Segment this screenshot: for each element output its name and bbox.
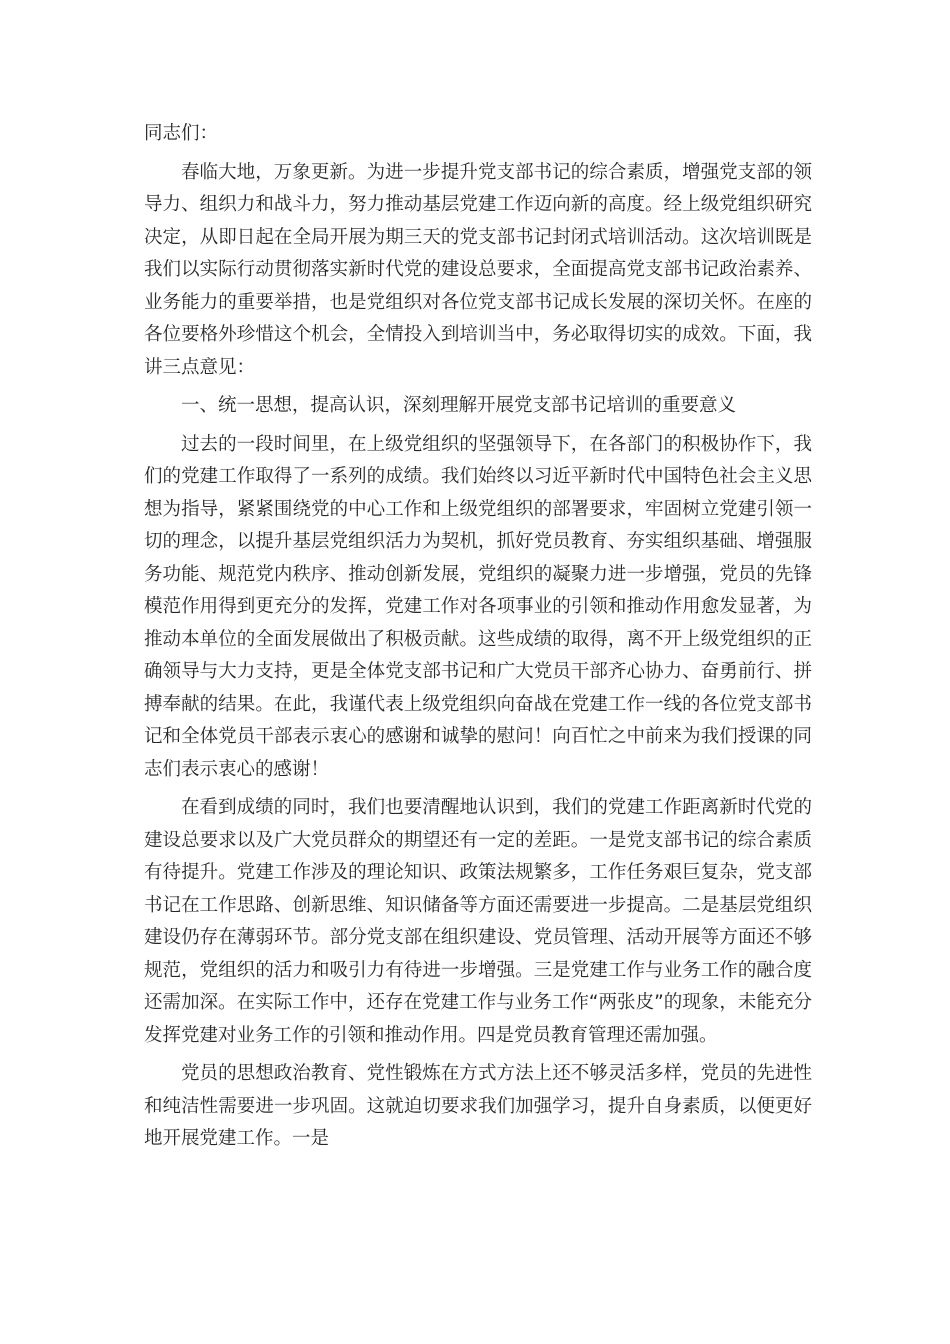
paragraph-shortcomings: 在看到成绩的同时，我们也要清醒地认识到，我们的党建工作距离新时代党的建设总要求以及广大党员群众的期望还有一定的差距。一是党支部书记的综合素质有待提升。党建工作涉及的理论知识、政策法规繁多，工作任务艰巨复杂，党支部书记在工作思路、创新思维、知识储备等方面还需要进一步提高。二是基层党组织建设仍存在薄弱环节。部分党支部在组织建设、党员管理、活动开展等方面还不够规范，党组织的活力和吸引力有待进一步增强。三是党建工作与业务工作的融合度还需加深。在实际工作中，还存在党建工作与业务工作“两张皮”的现象，未能充分发挥党建对业务工作的引领和推动作用。四是党员教育管理还需加强。 xyxy=(144,797,812,1046)
document-page xyxy=(144,118,812,1162)
paragraph-achievements: 过去的一段时间里，在上级党组织的坚强领导下，在各部门的积极协作下，我们的党建工作取得了一系列的成绩。我们始终以习近平新时代中国特色社会主义思想为指导，紧紧围绕党的中心工作和上级党组织的部署要求，牢固树立党建引领一切的理念，以提升基层党组织活力为契机，抓好党员教育、夯实组织基础、增强服务功能、规范党内秩序、推动创新发展，党组织的凝聚力进一步增强，党员的先锋模范作用得到更充分的发挥，党建工作对各项事业的引领和推动作用愈发显著，为推动本单位的全面发展做出了积极贡献。这些成绩的取得，离不开上级党组织的正确领导与大力支持，更是全体党支部书记和广大党员干部齐心协力、奋勇前行、拼搏奉献的结果。在此，我谨代表上级党组织向奋战在党建工作一线的各位党支部书记和全体党员干部表示衷心的感谢和诚挚的慰问！向百忙之中前来为我们授课的同志们表示衷心的感谢！ xyxy=(144,433,812,780)
paragraph-intro: 春临大地，万象更新。为进一步提升党支部书记的综合素质，增强党支部的领导力、组织力和战斗力，努力推动基层党建工作迈向新的高度。经上级党组织研究决定，从即日起在全局开展为期三天的党支部书记封闭式培训活动。这次培训既是我们以实际行动贯彻落实新时代党的建设总要求，全面提高党支部书记政治素养、业务能力的重要举措，也是党组织对各位党支部书记成长发展的深切关怀。在座的各位要格外珍惜这个机会，全情投入到培训当中，务必取得切实的成效。下面，我讲三点意见： xyxy=(144,161,812,378)
section-heading-1: 一、统一思想，提高认识，深刻理解开展党支部书记培训的重要意义 xyxy=(181,395,737,416)
paragraph-education: 党员的思想政治教育、党性锻炼在方式方法上还不够灵活多样，党员的先进性和纯洁性需要进一步巩固。这就迫切要求我们加强学习，提升自身素质，以便更好地开展党建工作。一是 xyxy=(144,1063,812,1149)
greeting: 同志们： xyxy=(144,123,219,144)
